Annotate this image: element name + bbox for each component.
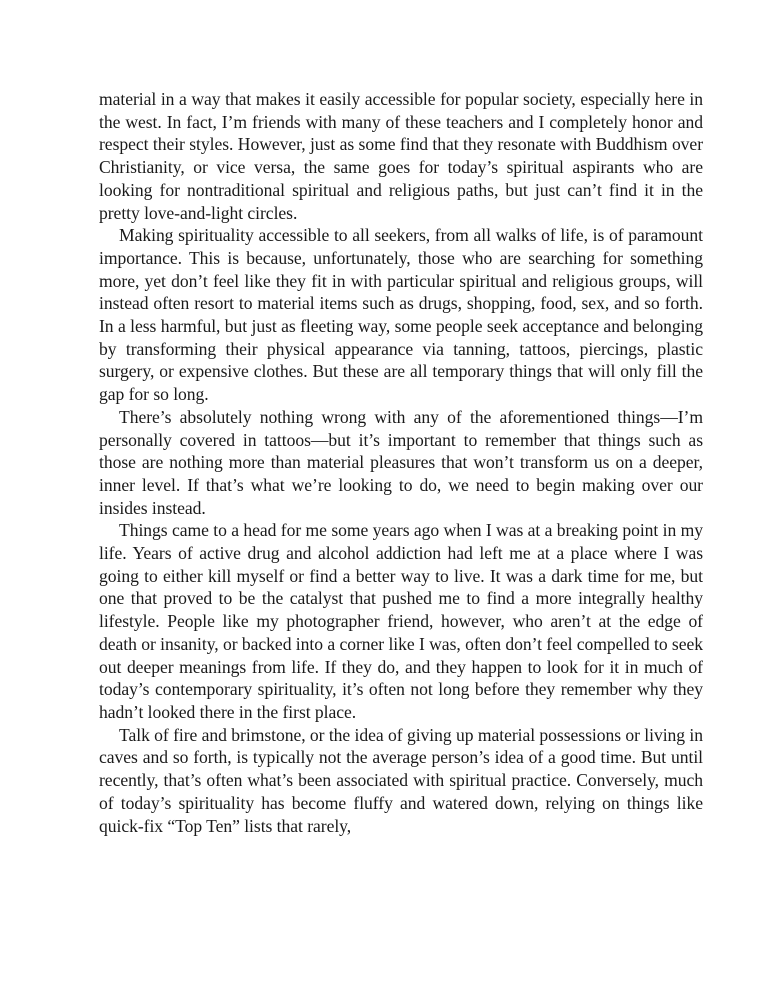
document-page bbox=[99, 88, 703, 837]
paragraph-2: Making spirituality accessible to all seekers, from all walks of life, is of paramount importance. This is because, unfortunately, those who are searching for something more, yet don’t feel like they fit in with particular spiritual and religious groups, will instead often resort to material items such as drugs, shopping, food, sex, and so forth. In a less harmful, but just as fleeting way, some people seek acceptance and belonging by transforming their physical appearance via tanning, tattoos, piercings, plastic surgery, or expensive clothes. But these are all temporary things that will only fill the gap for so long. bbox=[99, 225, 703, 405]
paragraph-1: material in a way that makes it easily accessible for popular society, especially here in the west. In fact, I’m friends with many of these teachers and I completely honor and respect their styles. However, just as some find that they resonate with Buddhism over Christianity, or vice versa, the same goes for today’s spiritual aspirants who are looking for nontraditional spiritual and religious paths, but just can’t find it in the pretty love-and-light circles. bbox=[99, 89, 703, 223]
paragraph-4: Things came to a head for me some years ago when I was at a breaking point in my life. Years of active drug and alcohol addiction had left me at a place where I was going to either kill myself or find a better way to live. It was a dark time for me, but one that proved to be the catalyst that pushed me to find a more integrally healthy lifestyle. People like my photographer friend, however, who aren’t at the edge of death or insanity, or backed into a corner like I was, often don’t feel compelled to seek out deeper meanings from life. If they do, and they happen to look for it in much of today’s contemporary spirituality, it’s often not long before they remember why they hadn’t looked there in the first place. bbox=[99, 520, 703, 722]
paragraph-3: There’s absolutely nothing wrong with any of the aforementioned things—I’m personally covered in tattoos—but it’s important to remember that things such as those are nothing more than material pleasures that won’t transform us on a deeper, inner level. If that’s what we’re looking to do, we need to begin making over our insides instead. bbox=[99, 406, 703, 518]
paragraph-5: Talk of fire and brimstone, or the idea of giving up material possessions or living in caves and so forth, is typically not the average person’s idea of a good time. But until recently, that’s often what’s been associated with spiritual practice. Conversely, much of today’s spirituality has become fluffy and watered down, relying on things like quick-fix “Top Ten” lists that rarely, bbox=[99, 724, 703, 836]
